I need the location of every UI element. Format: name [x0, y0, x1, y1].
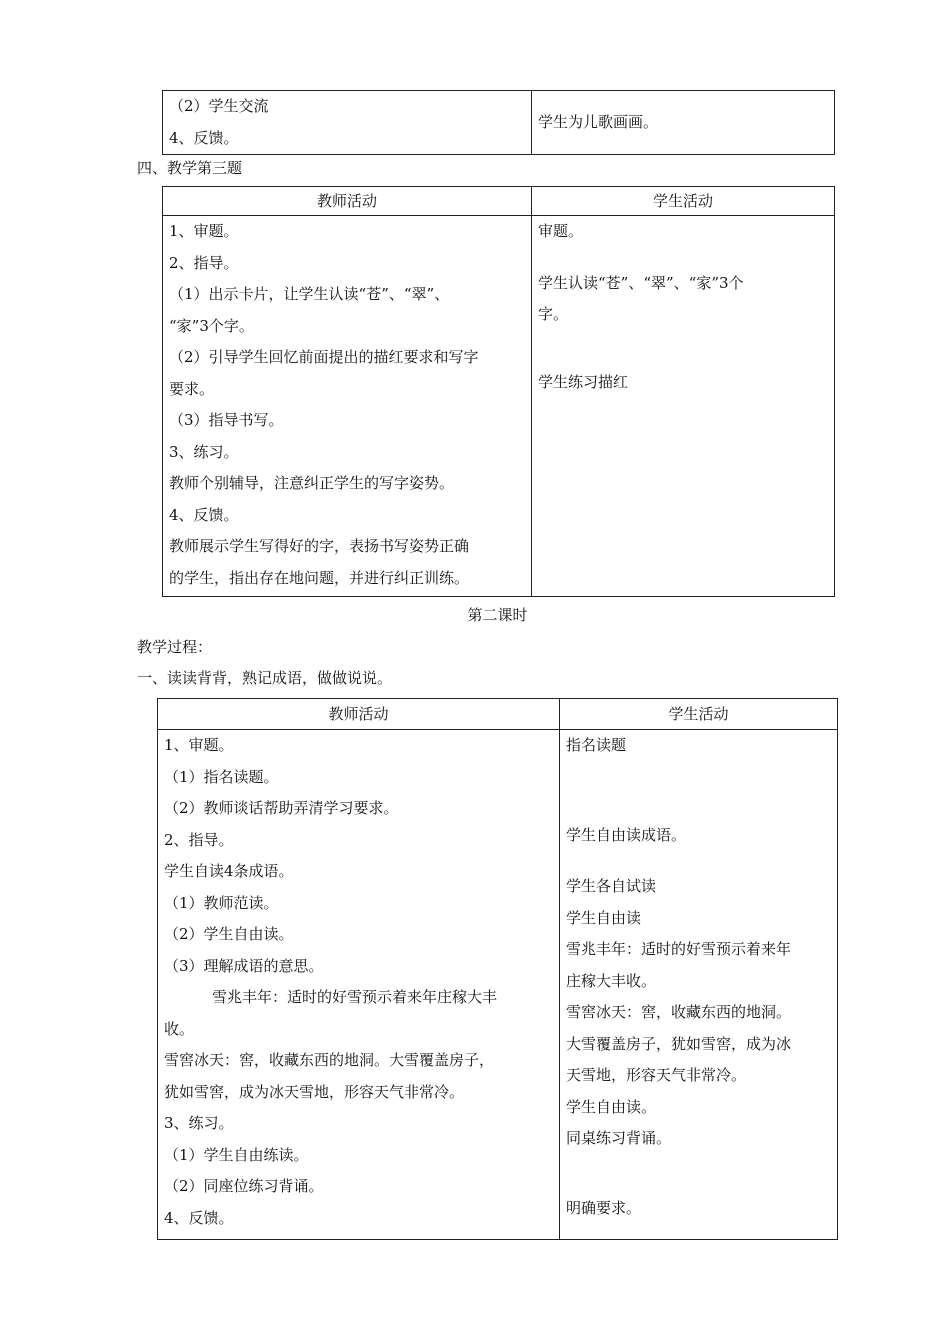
spacer — [566, 851, 831, 871]
header-teacher: 教师活动 — [158, 699, 560, 730]
text-line: 庄稼大丰收。 — [566, 971, 657, 990]
text-line: 2、指导。 — [169, 253, 239, 272]
text-line: 雪兆丰年：适时的好雪预示着来年 — [566, 940, 792, 958]
text-line: 3、练习。 — [164, 1114, 234, 1132]
spacer — [566, 762, 831, 820]
text-line: （2）学生交流 — [169, 97, 269, 115]
text-line: 的学生，指出存在地问题，并进行纠正训练。 — [169, 568, 470, 587]
text-line: （1）指名读题。 — [164, 767, 279, 786]
text-line: 学生自由读成语。 — [566, 825, 687, 844]
text-line: 1、审题。 — [164, 736, 234, 754]
text-line: （1）学生自由练读。 — [164, 1145, 309, 1164]
text-line: （2）引导学生回忆前面提出的描红要求和写字 — [169, 348, 479, 366]
text-line: 犹如雪窖，成为冰天雪地，形容天气非常冷。 — [164, 1082, 465, 1101]
text-line: 大雪覆盖房子，犹如雪窖，成为冰 — [566, 1034, 792, 1053]
text-line: 学生各自试读 — [566, 877, 657, 895]
student-cell — [560, 730, 838, 1240]
text-line: 审题。 — [538, 222, 584, 240]
text-line: 雪窖冰天：窖，收藏东西的地洞。大雪覆盖房子， — [164, 1051, 495, 1069]
student-cell — [532, 91, 835, 155]
spacer — [566, 1155, 831, 1193]
text-line: （3）理解成语的意思。 — [164, 956, 324, 975]
text-line: （2）学生自由读。 — [164, 925, 294, 943]
student-cell — [532, 216, 835, 597]
text-line: 天雪地，形容天气非常冷。 — [566, 1066, 747, 1084]
text-line: 同桌练习背诵。 — [566, 1129, 672, 1147]
lesson2-table — [157, 698, 838, 1240]
continuation-table — [162, 90, 835, 155]
text-line: （2）教师谈话帮助弄清学习要求。 — [164, 799, 399, 817]
spacer — [538, 331, 828, 367]
text-line: 雪窖冰天：窖，收藏东西的地洞。 — [566, 1003, 792, 1021]
text-line: （1）教师范读。 — [164, 893, 279, 912]
text-line: 雪兆丰年：适时的好雪预示着来年庄稼大丰 — [212, 988, 498, 1006]
text-line: 4、反馈。 — [164, 1208, 234, 1227]
header-student: 学生活动 — [532, 187, 835, 216]
text-line: 学生自由读 — [566, 908, 642, 927]
teacher-cell — [163, 91, 532, 155]
text-line: 3、练习。 — [169, 442, 239, 461]
text-line: 指名读题 — [566, 736, 627, 754]
text-line: 学生自读4条成语。 — [164, 862, 294, 880]
section-heading: 四、教学第三题 — [137, 159, 243, 177]
text-line: 4、反馈。 — [169, 128, 239, 147]
teacher-cell — [163, 216, 532, 597]
text-line: 4、反馈。 — [169, 505, 239, 524]
text-line: 字。 — [538, 305, 569, 323]
text-line: 2、指导。 — [164, 830, 234, 849]
text-line: 收。 — [164, 1019, 195, 1038]
text-line: 1、审题。 — [169, 222, 239, 240]
header-teacher: 教师活动 — [163, 187, 532, 216]
text-line: “家”3个字。 — [169, 316, 254, 335]
text-line: 要求。 — [169, 379, 215, 398]
section-heading: 一、读读背背，熟记成语，做做说说。 — [137, 669, 393, 687]
teacher-cell — [158, 730, 560, 1240]
text-line: 学生认读“苍”、“翠”、“家”3个 — [538, 273, 744, 292]
text-line: 学生为儿歌画画。 — [538, 112, 659, 131]
text-line: 学生练习描红 — [538, 372, 629, 391]
text-line: 明确要求。 — [566, 1198, 642, 1217]
lesson-title: 第二课时 — [467, 606, 528, 624]
text-line: 教师展示学生写得好的字，表扬书写姿势正确 — [169, 537, 470, 555]
section4-table — [162, 186, 835, 597]
process-heading: 教学过程： — [137, 638, 213, 656]
text-line: （2）同座位练习背诵。 — [164, 1177, 324, 1195]
text-line: 教师个别辅导，注意纠正学生的写字姿势。 — [169, 474, 455, 492]
text-line: （3）指导书写。 — [169, 411, 284, 429]
spacer — [538, 248, 828, 268]
text-line: （1）出示卡片，让学生认读“苍”、“翠”、 — [169, 285, 450, 303]
header-student: 学生活动 — [560, 699, 838, 730]
text-line: 学生自由读。 — [566, 1097, 657, 1116]
